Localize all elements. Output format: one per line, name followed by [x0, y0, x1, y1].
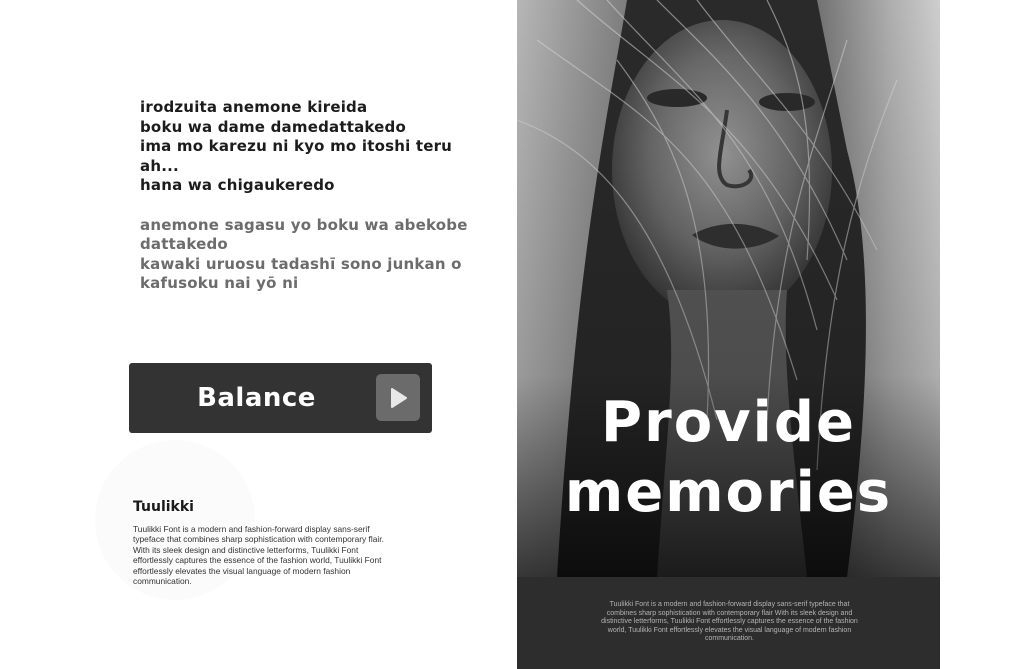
- info-description: Tuulikki Font is a modern and fashion-forward display sans-serif typeface that combines sharp sophistication with contemporary flair. With its sleek design and distinctive letterforms, Tuulikki Font effortlessly captures the essence of the fashion world, Tuulikki Font effortlessly elevates the visual language of modern fashion communication.: [133, 524, 384, 587]
- lyric-line: ima mo karezu ni kyo mo itoshi teru: [140, 137, 453, 155]
- hero-headline: [517, 388, 940, 528]
- play-button[interactable]: [376, 374, 420, 421]
- lyric-line: kawaki uruosu tadashī sono junkan o: [140, 254, 462, 273]
- footer-strip: [517, 577, 940, 669]
- lyrics-stanza-1: [140, 98, 470, 196]
- lyric-line: ah...: [140, 156, 179, 175]
- lyric-line: kafusoku nai yō ni: [140, 274, 299, 292]
- hero-line-1: Provide: [601, 390, 856, 455]
- lyrics-block: [140, 98, 470, 294]
- lyric-line: dattakedo: [140, 235, 228, 253]
- balance-button[interactable]: [129, 363, 432, 433]
- lyric-line: anemone sagasu yo boku wa abekobe: [140, 215, 468, 234]
- lyric-line: irodzuita anemone kireida: [140, 98, 368, 116]
- footer-description: Tuulikki Font is a modern and fashion-forward display sans-serif typeface that combines sharp sophistication with contemporary flair With its sleek design and distinctive letterforms, Tuulikki Font effortlessly captures the essence of the fashion world, Tuulikki Font effortlessly elevates the visual language of modern fashion communication.: [601, 601, 858, 642]
- lyric-line: boku wa dame damedattakedo: [140, 117, 406, 136]
- play-icon: [390, 388, 408, 408]
- lyrics-stanza-2: [140, 216, 470, 294]
- info-title: Tuulikki: [133, 499, 194, 515]
- hero-line-2: memories: [564, 460, 893, 525]
- balance-button-label: Balance: [197, 383, 316, 413]
- lyric-line: hana wa chigaukeredo: [140, 176, 335, 194]
